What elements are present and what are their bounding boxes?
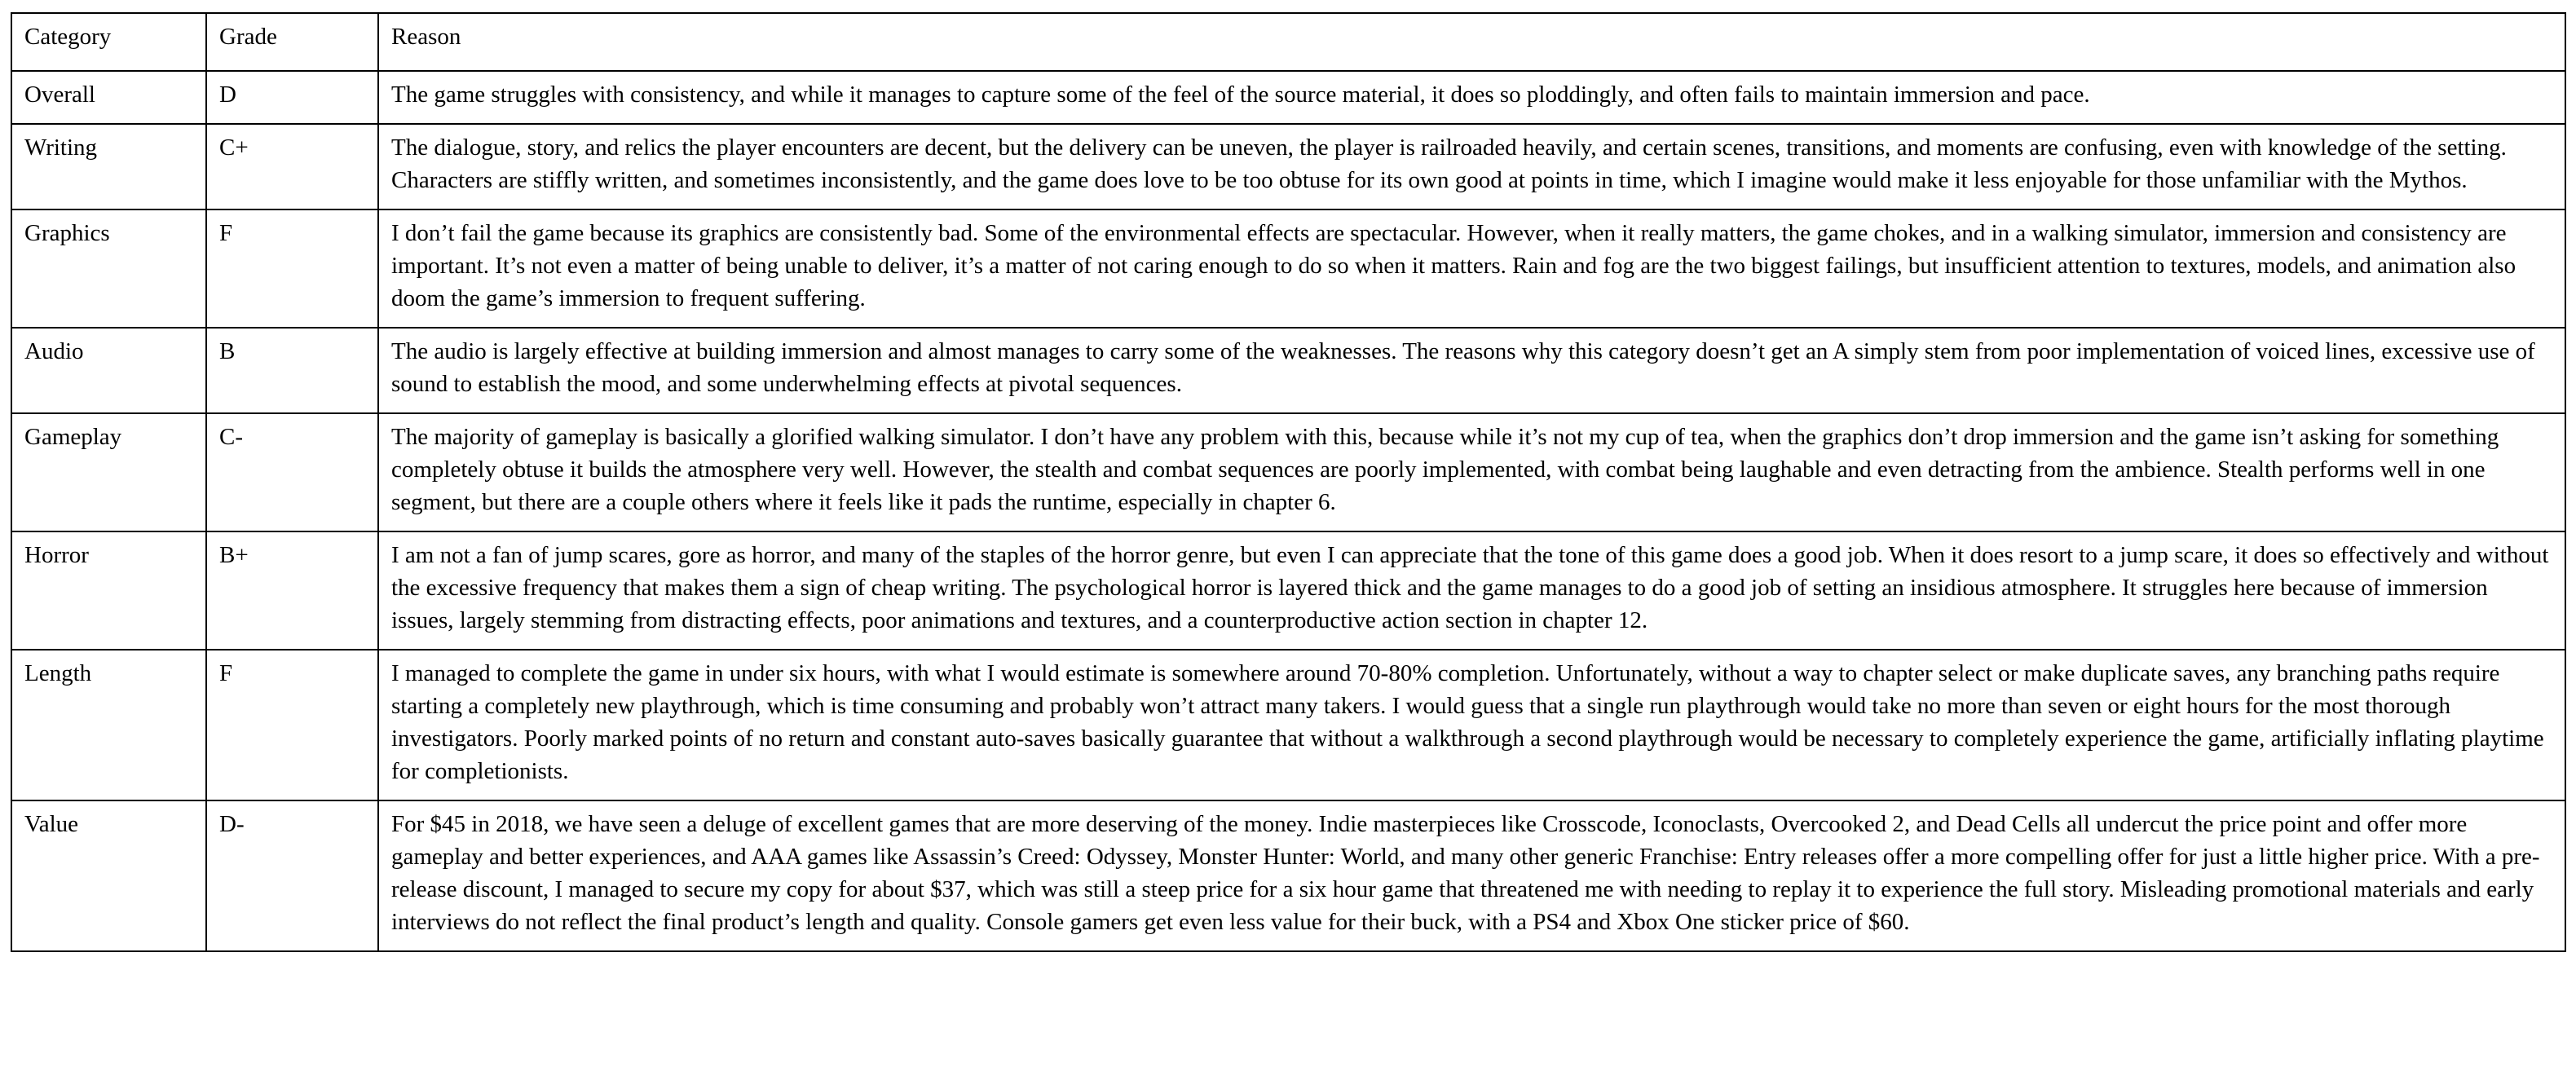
reason-cell: I managed to complete the game in under six hours, with what I would estimate is somewhere around 70-80% completion. Unfortunately, without a way to chapter select or make duplicate saves, any branching paths require starting a completely new playthrough, which is time consuming and probably won’t attract many takers. I would guess that a single run playthrough would take no more than seven or eight hours for the most thorough investigators. Poorly marked points of no return and constant auto-saves basically guarantee that without a walkthrough a second playthrough would be necessary to completely experience the game, artificially inflating playtime for completionists. bbox=[378, 650, 2565, 800]
column-header-category: Category bbox=[11, 13, 206, 71]
table-row bbox=[11, 71, 2565, 124]
category-cell: Writing bbox=[11, 124, 206, 209]
grade-cell: B+ bbox=[206, 531, 378, 650]
reason-cell: The audio is largely effective at building immersion and almost manages to carry some of the weaknesses. The reasons why this category doesn’t get an A simply stem from poor implementation of voiced lines, excessive use of sound to establish the mood, and some underwhelming effects at pivotal sequences. bbox=[378, 328, 2565, 413]
grade-cell: B bbox=[206, 328, 378, 413]
grade-cell: F bbox=[206, 209, 378, 328]
category-cell: Value bbox=[11, 800, 206, 951]
category-cell: Gameplay bbox=[11, 413, 206, 531]
reason-cell: The majority of gameplay is basically a glorified walking simulator. I don’t have any problem with this, because while it’s not my cup of tea, when the graphics don’t drop immersion and the game isn’t asking for something completely obtuse it builds the atmosphere very well. However, the stealth and combat sequences are poorly implemented, with combat being laughable and even detracting from the ambience. Stealth performs well in one segment, but there are a couple others where it feels like it pads the runtime, especially in chapter 6. bbox=[378, 413, 2565, 531]
table-row bbox=[11, 124, 2565, 209]
table-body bbox=[11, 71, 2565, 951]
grade-cell: C- bbox=[206, 413, 378, 531]
grade-cell: D bbox=[206, 71, 378, 124]
table-row bbox=[11, 650, 2565, 800]
category-cell: Horror bbox=[11, 531, 206, 650]
category-cell: Overall bbox=[11, 71, 206, 124]
table-row bbox=[11, 413, 2565, 531]
grade-cell: F bbox=[206, 650, 378, 800]
reason-cell: The game struggles with consistency, and while it manages to capture some of the feel of the source material, it does so ploddingly, and often fails to maintain immersion and pace. bbox=[378, 71, 2565, 124]
column-header-reason: Reason bbox=[378, 13, 2565, 71]
game-review-grade-table bbox=[11, 12, 2566, 952]
header-row bbox=[11, 13, 2565, 71]
table-row bbox=[11, 328, 2565, 413]
table-row bbox=[11, 209, 2565, 328]
category-cell: Audio bbox=[11, 328, 206, 413]
table-row bbox=[11, 800, 2565, 951]
grade-cell: C+ bbox=[206, 124, 378, 209]
table-row bbox=[11, 531, 2565, 650]
reason-cell: For $45 in 2018, we have seen a deluge of excellent games that are more deserving of the money. Indie masterpieces like Crosscode, Iconoclasts, Overcooked 2, and Dead Cells all undercut the price point and offer more gameplay and better experiences, and AAA games like Assassin’s Creed: Odyssey, Monster Hunter: World, and many other generic Franchise: Entry releases offer a more compelling offer for just a little higher price. With a pre-release discount, I managed to secure my copy for about $37, which was still a steep price for a six hour game that threatened me with needing to replay it to experience the full story. Misleading promotional materials and early interviews do not reflect the final product’s length and quality. Console gamers get even less value for their buck, with a PS4 and Xbox One sticker price of $60. bbox=[378, 800, 2565, 951]
reason-cell: I am not a fan of jump scares, gore as horror, and many of the staples of the horror genre, but even I can appreciate that the tone of this game does a good job. When it does resort to a jump scare, it does so effectively and without the excessive frequency that makes them a sign of cheap writing. The psychological horror is layered thick and the game manages to do a good job of setting an insidious atmosphere. It struggles here because of immersion issues, largely stemming from distracting effects, poor animations and textures, and a counterproductive action section in chapter 12. bbox=[378, 531, 2565, 650]
column-header-grade: Grade bbox=[206, 13, 378, 71]
category-cell: Graphics bbox=[11, 209, 206, 328]
reason-cell: I don’t fail the game because its graphics are consistently bad. Some of the environmental effects are spectacular. However, when it really matters, the game chokes, and in a walking simulator, immersion and consistency are important. It’s not even a matter of being unable to deliver, it’s a matter of not caring enough to do so when it matters. Rain and fog are the two biggest failings, but insufficient attention to textures, models, and animation also doom the game’s immersion to frequent suffering. bbox=[378, 209, 2565, 328]
category-cell: Length bbox=[11, 650, 206, 800]
grade-cell: D- bbox=[206, 800, 378, 951]
reason-cell: The dialogue, story, and relics the player encounters are decent, but the delivery can be uneven, the player is railroaded heavily, and certain scenes, transitions, and moments are confusing, even with knowledge of the setting. Characters are stiffly written, and sometimes inconsistently, and the game does love to be too obtuse for its own good at points in time, which I imagine would make it less enjoyable for those unfamiliar with the Mythos. bbox=[378, 124, 2565, 209]
